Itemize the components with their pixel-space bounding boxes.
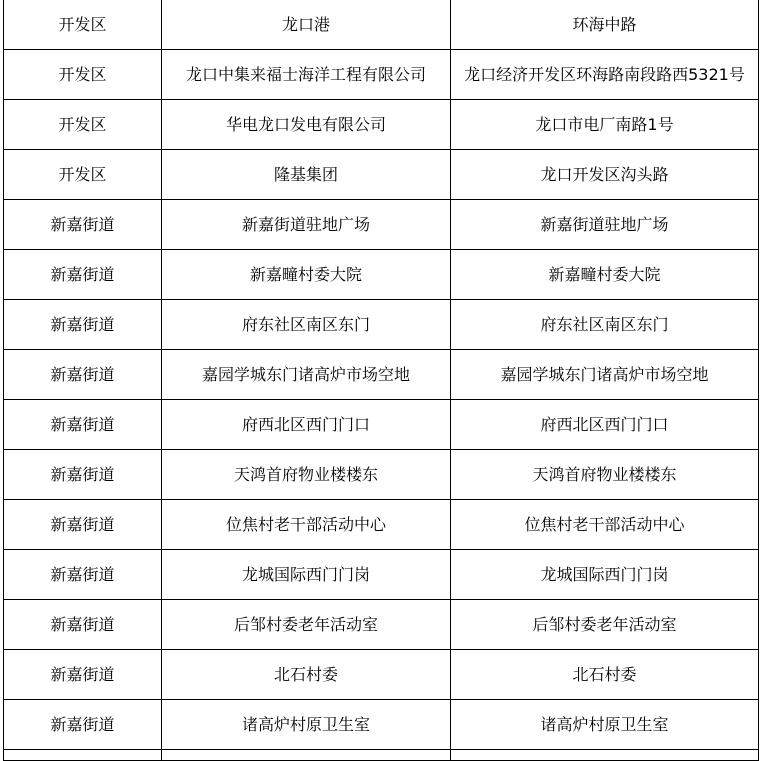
area-cell: 新嘉街道 [4, 250, 162, 300]
site-name-cell: 天鸿首府物业楼楼东 [162, 450, 451, 500]
table-row [4, 450, 759, 500]
address-cell: 天鸿首府物业楼楼东 [451, 450, 759, 500]
site-name-cell: 府东社区南区东门 [162, 300, 451, 350]
table-row [4, 0, 759, 50]
address-cell: 府西北区西门门口 [451, 400, 759, 450]
address-cell: 龙口经济开发区环海路南段路西5321号 [451, 50, 759, 100]
table-row [4, 150, 759, 200]
address-cell: 新嘉街道驻地广场 [451, 200, 759, 250]
area-cell: 开发区 [4, 100, 162, 150]
table-row [4, 50, 759, 100]
area-cell: 新嘉街道 [4, 500, 162, 550]
area-cell: 新嘉街道 [4, 200, 162, 250]
area-cell: 新嘉街道 [4, 300, 162, 350]
area-cell: 新嘉街道 [4, 600, 162, 650]
address-cell: 诸高炉村原卫生室 [451, 700, 759, 750]
table-row [4, 400, 759, 450]
address-cell: 新嘉疃村委大院 [451, 250, 759, 300]
table-row [4, 200, 759, 250]
address-cell: 北石村委 [451, 650, 759, 700]
area-cell: 开发区 [4, 0, 162, 50]
area-cell: 新嘉街道 [4, 400, 162, 450]
area-cell: 新嘉街道 [4, 450, 162, 500]
table-row [4, 600, 759, 650]
address-cell: 后邹村委老年活动室 [451, 600, 759, 650]
area-cell: 新嘉街道 [4, 650, 162, 700]
table-row [4, 500, 759, 550]
site-name-cell: 新嘉疃村委大院 [162, 250, 451, 300]
table-row [4, 250, 759, 300]
area-cell: 新嘉街道 [4, 350, 162, 400]
address-cell: 环海中路 [451, 0, 759, 50]
address-cell: 龙城国际西门门岗 [451, 550, 759, 600]
site-name-cell: 龙口港 [162, 0, 451, 50]
site-name-cell: 诸高炉村原卫生室 [162, 700, 451, 750]
area-cell: 新嘉街道 [4, 700, 162, 750]
table-row [4, 550, 759, 600]
site-name-cell: 龙口中集来福士海洋工程有限公司 [162, 50, 451, 100]
area-cell: 开发区 [4, 50, 162, 100]
area-cell: 开发区 [4, 150, 162, 200]
site-name-cell: 龙城国际西门门岗 [162, 550, 451, 600]
site-name-cell: 位焦村老干部活动中心 [162, 500, 451, 550]
table-row [4, 300, 759, 350]
area-cell: 新嘉街道 [4, 550, 162, 600]
site-name-cell: 华电龙口发电有限公司 [162, 100, 451, 150]
table-row [4, 100, 759, 150]
table-row [4, 700, 759, 750]
site-name-cell: 后邹村委老年活动室 [162, 600, 451, 650]
table-row [4, 350, 759, 400]
site-name-cell: 隆基集团 [162, 150, 451, 200]
site-name-cell: 府西北区西门门口 [162, 400, 451, 450]
address-cell: 嘉园学城东门诸高炉市场空地 [451, 350, 759, 400]
site-name-cell: 嘉园学城东门诸高炉市场空地 [162, 350, 451, 400]
address-cell: 龙口开发区沟头路 [451, 150, 759, 200]
table-body [4, 0, 759, 761]
address-cell: 府东社区南区东门 [451, 300, 759, 350]
site-name-cell: 北石村委 [162, 650, 451, 700]
address-cell: 龙口市电厂南路1号 [451, 100, 759, 150]
table-row [4, 650, 759, 700]
site-table [3, 0, 759, 761]
site-name-cell: 新嘉街道驻地广场 [162, 200, 451, 250]
address-cell: 位焦村老干部活动中心 [451, 500, 759, 550]
